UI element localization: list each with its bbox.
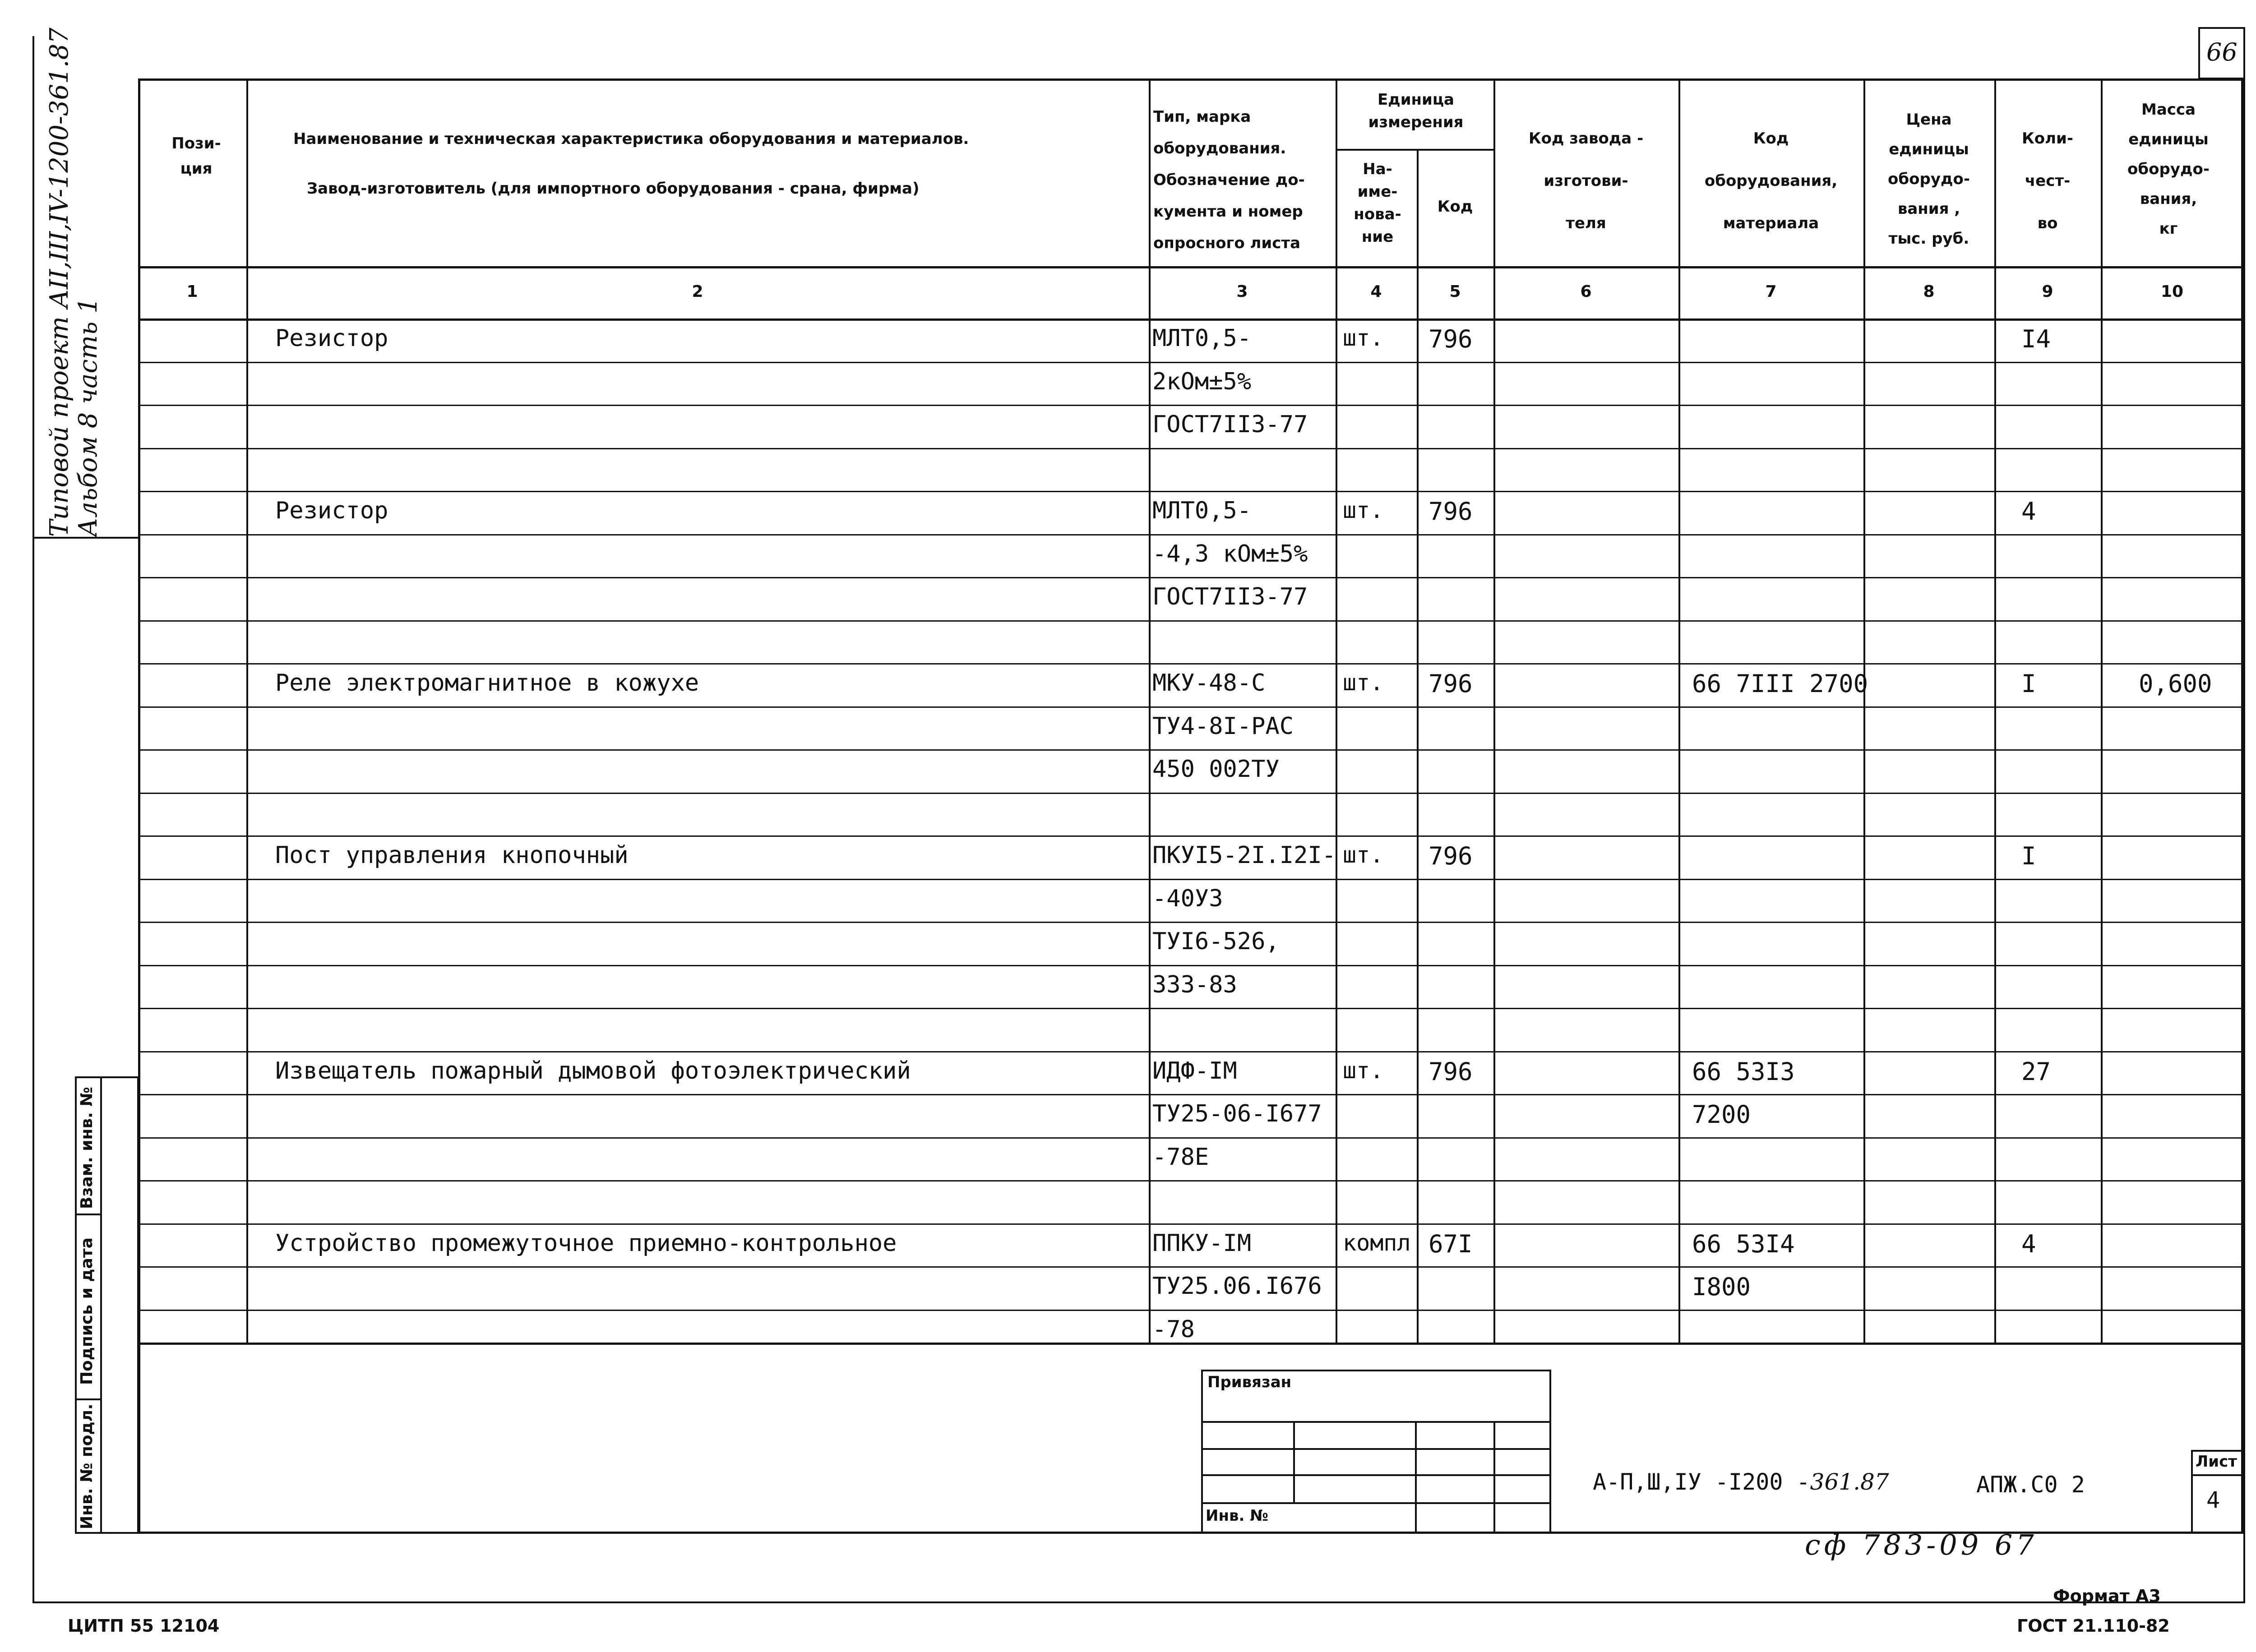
- column-number: 9: [2042, 282, 2053, 301]
- cell-equip: 66 53I3: [1692, 1057, 1795, 1086]
- list-label: Лист: [2196, 1453, 2237, 1471]
- row-divider: [138, 620, 2243, 622]
- cell-code: 67I: [1428, 1229, 1473, 1258]
- cell-name: Резистор: [275, 497, 388, 524]
- privyazan-vline1: [1293, 1421, 1295, 1502]
- sheet-number: 66: [2206, 38, 2238, 66]
- cell-type: ТУ4-8I-РАС: [1152, 712, 1294, 740]
- privyazan-vline3: [1493, 1421, 1495, 1534]
- cell-qty: 4: [2021, 1229, 2036, 1258]
- header-mass: Масса единицы оборудо- вания, кг: [2127, 101, 2210, 238]
- row-divider: [138, 1051, 2243, 1052]
- column-number: 4: [1370, 282, 1382, 301]
- cell-qty: 4: [2021, 497, 2036, 526]
- cell-unit: шт.: [1343, 497, 1384, 523]
- cell-type: ГОСТ7II3-77: [1152, 411, 1308, 438]
- cell-unit: шт.: [1343, 1057, 1384, 1084]
- stamp-top-line: [138, 1343, 2243, 1345]
- cell-code: 796: [1428, 325, 1473, 353]
- column-divider: [1417, 149, 1419, 1343]
- header-unit-code: Код: [1437, 198, 1473, 216]
- cell-type: ГОСТ7II3-77: [1152, 583, 1308, 610]
- column-number: 1: [186, 282, 198, 301]
- row-divider: [138, 362, 2243, 363]
- cell-type: 2кОм±5%: [1152, 368, 1252, 395]
- row-divider: [138, 1266, 2243, 1268]
- row-divider: [138, 749, 2243, 751]
- cell-name: Пост управления кнопочный: [275, 842, 629, 869]
- side-stamp-line1: Типовой проект АII,III,IV-1200-361.87: [45, 28, 74, 537]
- footer-gost: ГОСТ 21.110-82: [2017, 1616, 2170, 1636]
- footer-format: Формат А3: [2053, 1586, 2161, 1606]
- header-type: Тип, марка оборудования. Обозначение до- кумента и номер опросного листа: [1153, 108, 1305, 252]
- cell-equip: 66 7III 2700: [1692, 669, 1868, 698]
- row-divider: [138, 706, 2243, 708]
- outer-frame-left: [32, 36, 34, 1603]
- side-stamp-divider: [32, 537, 138, 539]
- cell-type: -40У3: [1152, 885, 1223, 912]
- column-number: 5: [1449, 282, 1461, 301]
- cell-type: ПКУI5-2I.I2I-: [1152, 842, 1336, 869]
- cell-qty: 27: [2021, 1057, 2051, 1086]
- header-factory-code: Код завода - изготови- теля: [1528, 129, 1644, 232]
- row-divider: [138, 1008, 2243, 1009]
- row-divider: [138, 663, 2243, 664]
- column-number: 7: [1765, 282, 1777, 301]
- row-divider: [138, 793, 2243, 794]
- row-divider: [138, 965, 2243, 966]
- header-position: Пози- ция: [171, 134, 221, 178]
- cell-equip: I800: [1692, 1273, 1751, 1301]
- column-number: 3: [1236, 282, 1248, 301]
- cell-name: Реле электромагнитное в кожухе: [275, 669, 699, 697]
- row-divider: [138, 491, 2243, 492]
- privyazan-line3: [1201, 1474, 1551, 1476]
- row-divider: [138, 1310, 2243, 1311]
- row-divider: [138, 835, 2243, 837]
- cell-name: Извещатель пожарный дымовой фотоэлектрический: [275, 1057, 911, 1084]
- cell-type: ППКУ-IМ: [1152, 1229, 1252, 1257]
- cell-type: ТУ25-06-I677: [1152, 1100, 1322, 1127]
- header-price: Цена единицы оборудо- вания , тыс. руб.: [1888, 111, 1970, 248]
- row-divider: [138, 1180, 2243, 1181]
- cell-type: 450 002ТУ: [1152, 756, 1280, 783]
- cell-type: ТУ25.06.I676: [1152, 1273, 1322, 1300]
- cell-type: МЛТ0,5-: [1152, 497, 1252, 524]
- handwritten-reference: сф 783-09 67: [1805, 1528, 2038, 1561]
- cell-code: 796: [1428, 1057, 1473, 1086]
- header-name-line2: Завод-изготовитель (для импортного оборудования - срана, фирма): [307, 180, 920, 198]
- left-strip-divider: [100, 1076, 102, 1534]
- header-quantity: Коли- чест- во: [2022, 129, 2073, 232]
- header-bottom-line: [138, 266, 2243, 268]
- left-strip-podpis: Подпись и дата: [78, 1237, 96, 1385]
- header-equipment-code: Код оборудования, материала: [1704, 129, 1838, 232]
- column-number: 6: [1580, 282, 1592, 301]
- column-number: 10: [2160, 282, 2184, 301]
- left-strip-vzam: Взам. инв. №: [78, 1087, 96, 1209]
- header-name-line1: Наименование и техническая характеристика оборудования и материалов.: [293, 130, 969, 148]
- cell-type: МЛТ0,5-: [1152, 325, 1252, 352]
- cell-qty: I4: [2021, 325, 2051, 353]
- left-strip-inv-podl: Инв. № подл.: [78, 1403, 96, 1529]
- cell-mass: 0,600: [2139, 669, 2212, 698]
- left-strip-sep2: [75, 1398, 102, 1400]
- cell-type: ТУI6-526,: [1152, 928, 1280, 955]
- outer-frame-right: [2243, 27, 2245, 1603]
- cell-code: 796: [1428, 497, 1473, 526]
- privyazan-vline2: [1415, 1421, 1417, 1534]
- column-number: 2: [692, 282, 703, 301]
- cell-equip: 66 53I4: [1692, 1229, 1795, 1258]
- cell-qty: I: [2021, 669, 2036, 698]
- header-unit-name: На- име- нова- ние: [1354, 160, 1401, 246]
- row-divider: [138, 448, 2243, 449]
- cell-type: -78Е: [1152, 1143, 1209, 1171]
- privyazan-line1: [1201, 1421, 1551, 1423]
- cell-unit: шт.: [1343, 325, 1384, 351]
- column-number: 8: [1923, 282, 1935, 301]
- cell-type: МКУ-48-С: [1152, 669, 1266, 697]
- privyazan-label: Привязан: [1207, 1373, 1292, 1391]
- inv-no-label: Инв. №: [1206, 1507, 1269, 1525]
- cell-type: ИДФ-IМ: [1152, 1057, 1237, 1084]
- list-box-divider: [2191, 1474, 2243, 1476]
- outer-frame-bottom: [32, 1601, 2245, 1603]
- cell-unit: компл: [1343, 1229, 1411, 1256]
- cell-unit: шт.: [1343, 842, 1384, 868]
- header-unit: Единица измерения: [1368, 91, 1464, 131]
- side-stamp-line2: Альбом 8 часть 1: [74, 297, 103, 537]
- side-stamp: [45, 28, 103, 537]
- privyazan-line4: [1201, 1502, 1551, 1504]
- row-divider: [138, 879, 2243, 880]
- row-divider: [138, 1094, 2243, 1095]
- row-divider: [138, 922, 2243, 923]
- privyazan-line2: [1201, 1448, 1551, 1450]
- cell-type: 333-83: [1152, 971, 1237, 998]
- row-divider: [138, 1223, 2243, 1225]
- cell-code: 796: [1428, 842, 1473, 870]
- list-value: 4: [2206, 1487, 2220, 1513]
- cell-qty: I: [2021, 842, 2036, 870]
- cell-equip: 7200: [1692, 1100, 1751, 1129]
- row-divider: [138, 1137, 2243, 1139]
- doc-code: АПЖ.С0 2: [1976, 1472, 2085, 1498]
- project-code: [1593, 1469, 1889, 1495]
- left-strip-sep1: [75, 1214, 102, 1215]
- cell-type: -78: [1152, 1315, 1195, 1343]
- column-number-bottom-line: [138, 318, 2243, 321]
- cell-name: Резистор: [275, 325, 388, 352]
- row-divider: [138, 577, 2243, 578]
- cell-type: -4,3 кОм±5%: [1152, 540, 1308, 568]
- project-code-handwritten: 361.87: [1810, 1469, 1889, 1495]
- cell-code: 796: [1428, 669, 1473, 698]
- project-code-print: А-П,Ш,IУ -I200 -: [1593, 1469, 1810, 1495]
- footer-left: ЦИТП 55 12104: [68, 1616, 220, 1636]
- unit-subheader-line: [1336, 149, 1493, 151]
- row-divider: [138, 405, 2243, 406]
- row-divider: [138, 534, 2243, 535]
- cell-unit: шт.: [1343, 669, 1384, 696]
- cell-name: Устройство промежуточное приемно-контрольное: [275, 1229, 897, 1257]
